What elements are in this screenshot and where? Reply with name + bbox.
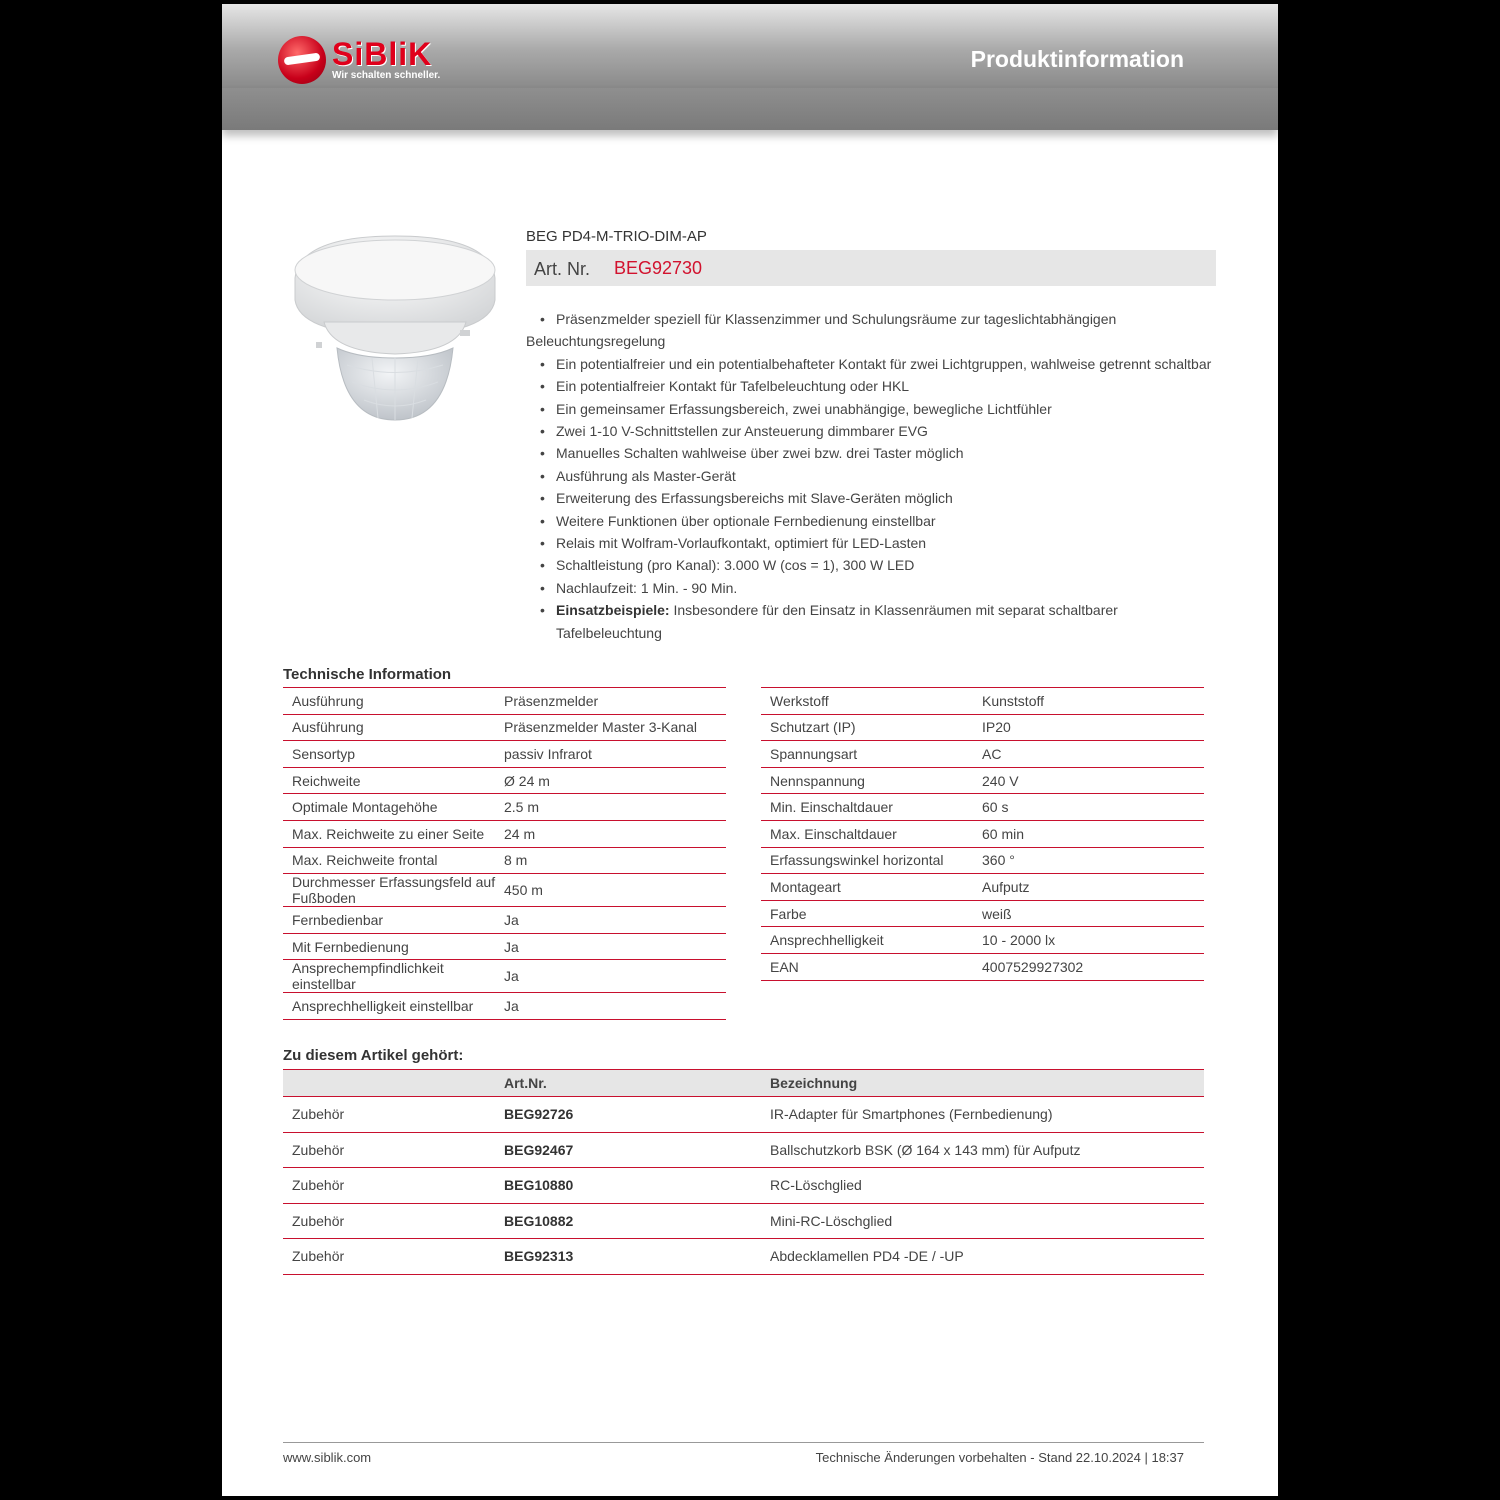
- footer-divider: [283, 1442, 1204, 1443]
- table-row: [283, 934, 726, 961]
- spec-key: Spannungsart: [770, 745, 858, 762]
- spec-key: Ansprechempfindlichkeit einstellbar: [292, 960, 444, 993]
- feature-item: • Erweiterung des Erfassungsbereichs mit Slave-Geräten möglich: [526, 487, 1216, 509]
- feature-item: • Ausführung als Master-Gerät: [526, 465, 1216, 487]
- feature-item: • Zwei 1-10 V-Schnittstellen zur Ansteuerung dimmbarer EVG: [526, 420, 1216, 442]
- table-row: [283, 715, 726, 742]
- feature-intro-continuation: Beleuchtungsregelung: [526, 333, 666, 350]
- spec-value: 10 - 2000 lx: [982, 932, 1056, 949]
- spec-key: Durchmesser Erfassungsfeld auf Fußboden: [292, 874, 496, 907]
- feature-item-example: [526, 599, 1216, 644]
- spec-key: Erfassungswinkel horizontal: [770, 852, 944, 869]
- spec-key: Ausführung: [292, 692, 364, 709]
- spec-value: Ja: [504, 998, 519, 1015]
- spec-key: Montageart: [770, 878, 841, 895]
- table-row: [283, 1132, 1204, 1168]
- table-row: [283, 960, 726, 993]
- product-name: BEG PD4-M-TRIO-DIM-AP: [526, 228, 707, 245]
- accessory-description: Abdecklamellen PD4 -DE / -UP: [770, 1248, 964, 1265]
- table-row: [761, 901, 1204, 928]
- spec-key: Farbe: [770, 905, 807, 922]
- table-row: [761, 848, 1204, 875]
- accessory-type: Zubehör: [292, 1212, 345, 1229]
- spec-key: Schutzart (IP): [770, 719, 856, 736]
- spec-value: Ø 24 m: [504, 772, 550, 789]
- accessory-type: Zubehör: [292, 1106, 345, 1123]
- table-row: [283, 1167, 1204, 1203]
- accessory-type: Zubehör: [292, 1177, 345, 1194]
- spec-key: Fernbedienbar: [292, 911, 384, 928]
- table-row: [283, 821, 726, 848]
- tech-table-left: [283, 687, 726, 1020]
- spec-key: Optimale Montagehöhe: [292, 799, 438, 816]
- accessory-art-number: BEG10882: [504, 1212, 574, 1229]
- spec-value: IP20: [982, 719, 1011, 736]
- accessory-art-number: BEG92726: [504, 1106, 574, 1123]
- accessory-type: Zubehör: [292, 1141, 345, 1158]
- spec-value: Aufputz: [982, 878, 1030, 895]
- spec-value: 60 min: [982, 825, 1025, 842]
- example-label: Einsatzbeispiele:: [556, 602, 670, 619]
- table-row: [761, 715, 1204, 742]
- accessory-description: IR-Adapter für Smartphones (Fernbedienung): [770, 1106, 1053, 1123]
- spec-key: Ansprechhelligkeit: [770, 932, 884, 949]
- feature-item: • Weitere Funktionen über optionale Fernbedienung einstellbar: [526, 510, 1216, 532]
- product-image: [292, 230, 498, 422]
- table-row: [761, 741, 1204, 768]
- feature-item: • Ein potentialfreier und ein potentialbehafteter Kontakt für zwei Lichtgruppen, wahlweise getrennt schaltbar: [526, 353, 1216, 375]
- spec-value: 4007529927302: [982, 958, 1084, 975]
- table-row: [761, 768, 1204, 795]
- feature-item: • Ein gemeinsamer Erfassungsbereich, zwei unabhängige, bewegliche Lichtfühler: [526, 398, 1216, 420]
- accessory-type: Zubehör: [292, 1248, 345, 1265]
- spec-value: Präsenzmelder: [504, 692, 599, 709]
- feature-item: • Manuelles Schalten wahlweise über zwei bzw. drei Taster möglich: [526, 442, 1216, 464]
- tech-table-right: [761, 687, 1204, 981]
- table-row: [283, 1096, 1204, 1132]
- table-row: [761, 821, 1204, 848]
- spec-key: EAN: [770, 958, 799, 975]
- spec-key: Reichweite: [292, 772, 361, 789]
- table-header: [283, 1069, 1204, 1096]
- spec-key: Max. Reichweite zu einer Seite: [292, 825, 485, 842]
- spec-value: 450 m: [504, 882, 543, 899]
- table-row: [283, 794, 726, 821]
- column-header: Bezeichnung: [770, 1075, 858, 1091]
- siblik-logo: [278, 36, 478, 86]
- spec-value: Präsenzmelder Master 3-Kanal: [504, 719, 697, 736]
- feature-item: • Schaltleistung (pro Kanal): 3.000 W (cos = 1), 300 W LED: [526, 554, 1216, 576]
- header-bar: [222, 88, 1278, 130]
- spec-key: Werkstoff: [770, 692, 829, 709]
- logo-wordmark: SiBliK: [332, 36, 433, 72]
- spec-value: Ja: [504, 911, 519, 928]
- table-row: [283, 874, 726, 907]
- footer-note: Technische Änderungen vorbehalten - Stand 22.10.2024 | 18:37: [815, 1450, 1184, 1465]
- spec-value: 8 m: [504, 852, 528, 869]
- spec-value: weiß: [982, 905, 1012, 922]
- table-row: [761, 794, 1204, 821]
- feature-item: • Ein potentialfreier Kontakt für Tafelbeleuchtung oder HKL: [526, 375, 1216, 397]
- example-text: Insbesondere für den Einsatz in Klassenräumen mit separat schaltbarer Tafelbeleuchtung: [556, 602, 1118, 641]
- spec-value: 240 V: [982, 772, 1019, 789]
- header-title: Produktinformation: [970, 46, 1184, 72]
- table-row: [283, 993, 726, 1020]
- accessory-art-number: BEG10880: [504, 1177, 574, 1194]
- table-row: [283, 1203, 1204, 1239]
- spec-value: Ja: [504, 938, 519, 955]
- feature-list: [526, 308, 1216, 644]
- table-row: [283, 1238, 1204, 1275]
- spec-value: 2.5 m: [504, 799, 540, 816]
- table-row: [283, 848, 726, 875]
- spec-key: Min. Einschaltdauer: [770, 799, 893, 816]
- logo-slogan: Wir schalten schneller.: [332, 70, 441, 81]
- table-row: [761, 874, 1204, 901]
- spec-value: Kunststoff: [982, 692, 1045, 709]
- feature-item: • Nachlaufzeit: 1 Min. - 90 Min.: [526, 577, 1216, 599]
- feature-intro: • Präsenzmelder speziell für Klassenzimmer und Schulungsräume zur tageslichtabhängigen: [526, 308, 1216, 330]
- table-row: [283, 907, 726, 934]
- spec-key: Ansprechhelligkeit einstellbar: [292, 998, 474, 1015]
- spec-key: Sensortyp: [292, 745, 356, 762]
- article-number-box: [526, 250, 1216, 286]
- accessory-art-number: BEG92313: [504, 1248, 574, 1265]
- article-number-label: Art. Nr.: [534, 259, 591, 279]
- accessories-title: Zu diesem Artikel gehört:: [283, 1047, 464, 1064]
- table-row: [283, 768, 726, 795]
- spec-value: 360 °: [982, 852, 1015, 869]
- table-row: [283, 741, 726, 768]
- spec-key: Mit Fernbedienung: [292, 938, 409, 955]
- spec-key: Ausführung: [292, 719, 364, 736]
- feature-item: • Relais mit Wolfram-Vorlaufkontakt, optimiert für LED-Lasten: [526, 532, 1216, 554]
- spec-value: 24 m: [504, 825, 536, 842]
- spec-key: Max. Einschaltdauer: [770, 825, 897, 842]
- table-row: [761, 688, 1204, 715]
- table-row: [761, 927, 1204, 954]
- accessory-description: Ballschutzkorb BSK (Ø 164 x 143 mm) für Aufputz: [770, 1141, 1081, 1158]
- table-row: [761, 954, 1204, 981]
- spec-value: AC: [982, 745, 1002, 762]
- article-number: BEG92730: [614, 258, 703, 278]
- accessories-table: [283, 1069, 1204, 1275]
- document-page: [222, 4, 1278, 1496]
- spec-value: passiv Infrarot: [504, 745, 592, 762]
- footer-website: www.siblik.com: [283, 1450, 372, 1465]
- accessory-description: Mini-RC-Löschglied: [770, 1212, 893, 1229]
- accessory-art-number: BEG92467: [504, 1141, 574, 1158]
- column-header: Art.Nr.: [504, 1075, 547, 1091]
- logo-emblem-icon: [278, 36, 326, 84]
- spec-key: Nennspannung: [770, 772, 865, 789]
- tech-info-title: Technische Information: [283, 666, 452, 683]
- spec-key: Max. Reichweite frontal: [292, 852, 438, 869]
- spec-value: 60 s: [982, 799, 1009, 816]
- spec-value: Ja: [504, 968, 519, 985]
- table-row: [283, 688, 726, 715]
- accessory-description: RC-Löschglied: [770, 1177, 862, 1194]
